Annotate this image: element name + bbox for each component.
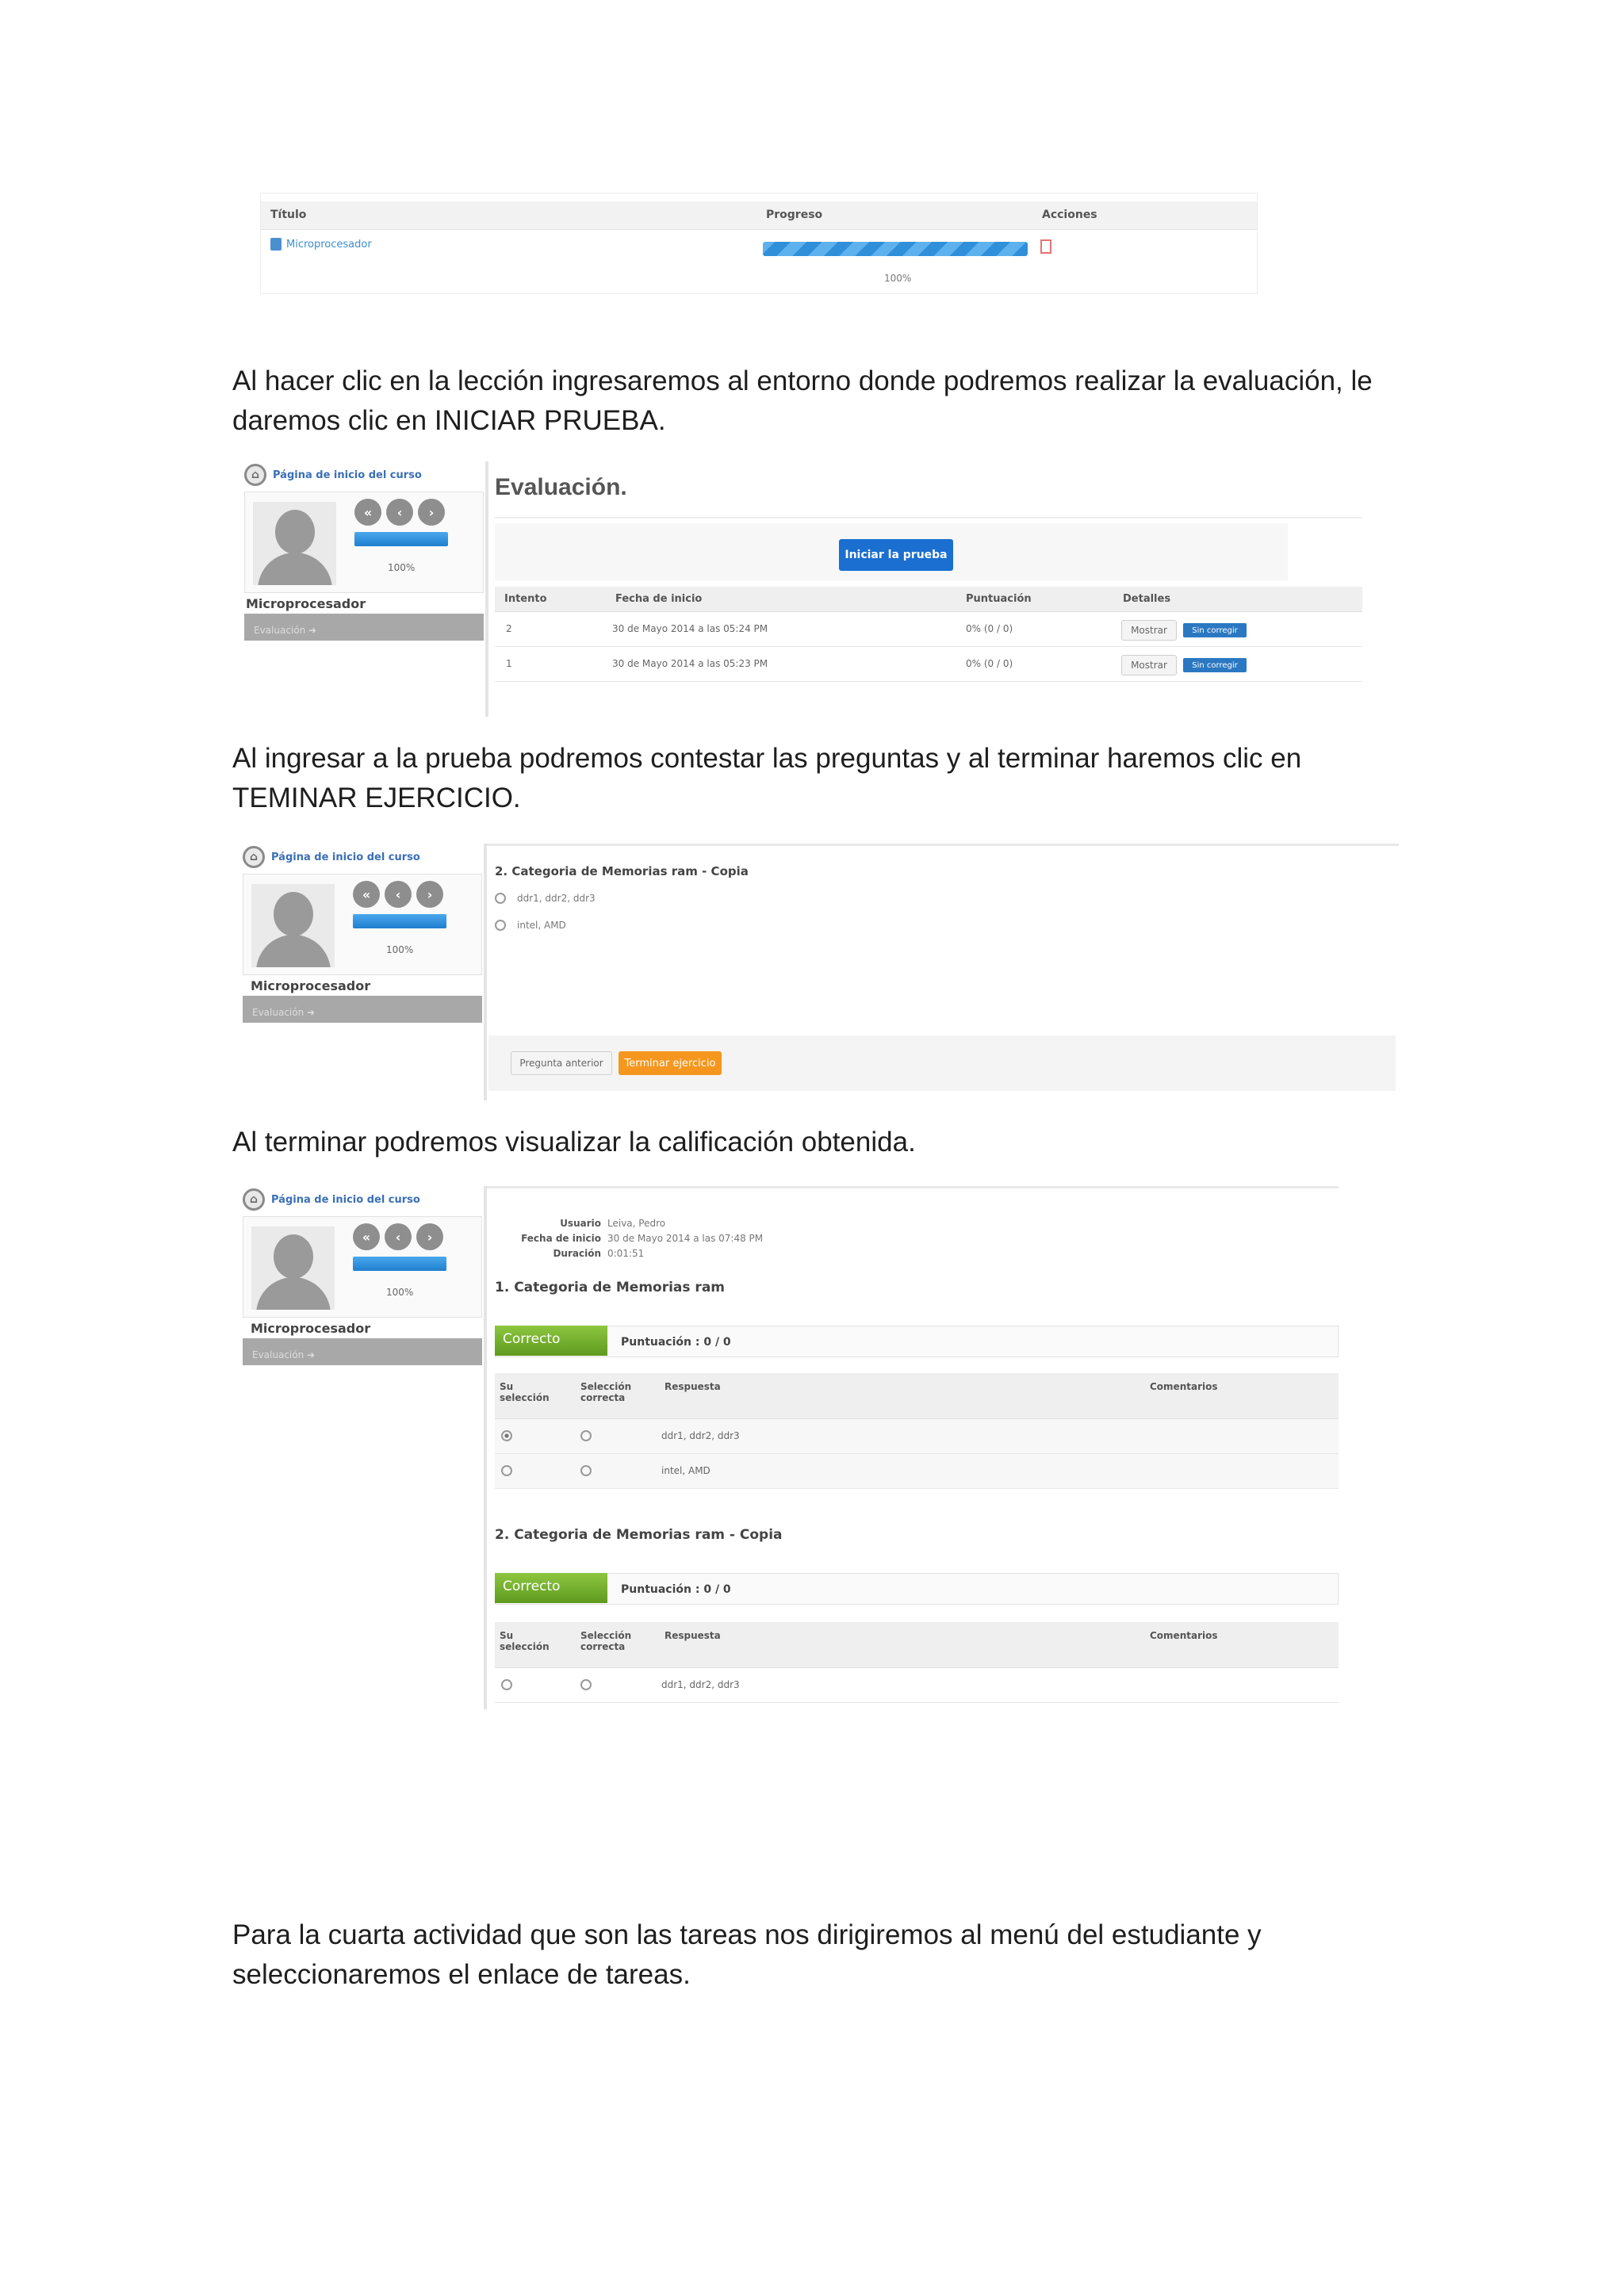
radio-button[interactable] — [495, 920, 506, 931]
status-badge: Sin corregir — [1183, 658, 1247, 672]
home-icon: ⌂ — [243, 1188, 265, 1211]
course-title: Microprocesador — [251, 1321, 371, 1336]
result-row: ddr1, ddr2, ddr3 — [495, 1668, 1339, 1703]
first-icon[interactable]: « — [353, 881, 380, 908]
selected-radio — [501, 1465, 512, 1476]
correct-badge: Correcto — [495, 1326, 607, 1356]
home-icon: ⌂ — [243, 846, 265, 868]
selected-radio — [501, 1430, 512, 1441]
results-screenshot — [236, 1186, 1339, 1709]
answer-option[interactable]: intel, AMD — [495, 920, 566, 931]
correct-radio — [580, 1679, 592, 1690]
course-title: Microprocesador — [246, 596, 366, 611]
profile-box — [244, 492, 484, 593]
mini-progress-bar — [353, 914, 446, 928]
pdf-icon[interactable] — [1040, 239, 1051, 254]
score-bar — [495, 1573, 1339, 1605]
sidebar-menu-item[interactable]: Evaluación ➜ — [243, 1338, 482, 1365]
home-link[interactable]: ⌂ Página de inicio del curso — [243, 1188, 420, 1211]
result-table-header: Su selección Selección correcta Respuesta Comentarios — [495, 1622, 1339, 1668]
first-icon[interactable]: « — [353, 1223, 380, 1250]
correct-badge: Correcto — [495, 1573, 607, 1603]
lesson-progress-bar — [763, 242, 1028, 256]
correct-radio — [580, 1465, 592, 1476]
sidebar-menu-item[interactable]: Evaluación ➜ — [244, 614, 484, 641]
nav-buttons — [353, 881, 443, 908]
course-sidebar — [243, 461, 485, 717]
home-link[interactable]: ⌂ Página de inicio del curso — [243, 845, 420, 869]
answer-option[interactable]: ddr1, ddr2, ddr3 — [495, 893, 596, 904]
progress-table-header — [261, 201, 1257, 230]
prev-icon[interactable]: ‹ — [385, 881, 412, 908]
instruction-paragraph-4: Para la cuarta actividad que son las tareas nos dirigiremos al menú del estudiante y seleccionaremos el enlace de tareas. — [232, 1919, 1262, 1990]
status-badge: Sin corregir — [1183, 623, 1247, 637]
instruction-paragraph-1: Al hacer clic en la lección ingresaremos al entorno donde podremos realizar la evaluación, le daremos clic en INICIAR PRUEBA. — [232, 365, 1373, 436]
correct-radio — [580, 1430, 592, 1441]
col-title: Título — [270, 209, 307, 221]
result-question-title: 2. Categoria de Memorias ram - Copia — [495, 1527, 783, 1543]
instruction-paragraph-3: Al terminar podremos visualizar la calificación obtenida. — [232, 1127, 916, 1158]
score-bar — [495, 1326, 1339, 1357]
course-title: Microprocesador — [251, 978, 371, 993]
first-icon[interactable]: « — [354, 499, 381, 526]
prev-icon[interactable]: ‹ — [385, 1223, 412, 1250]
next-icon[interactable]: › — [416, 881, 443, 908]
lesson-link[interactable]: Microprocesador — [286, 238, 372, 251]
evaluation-title: Evaluación. — [495, 474, 627, 500]
radio-button[interactable] — [495, 893, 506, 904]
mini-progress-percent: 100% — [388, 562, 416, 573]
avatar — [251, 1226, 335, 1310]
home-link[interactable]: ⌂ Página de inicio del curso — [244, 463, 422, 487]
profile-box — [243, 1216, 482, 1318]
attempt-info-values: Leiva, Pedro 30 de Mayo 2014 a las 07:48 PM 0:01:51 — [607, 1218, 764, 1259]
mini-progress-bar — [354, 532, 448, 546]
progress-percent: 100% — [884, 273, 912, 284]
lesson-row[interactable] — [270, 238, 372, 251]
nav-buttons — [353, 1223, 443, 1250]
attempt-row: 1 30 de Mayo 2014 a las 05:23 PM 0% (0 / 0) Mostrar Sin corregir — [495, 647, 1362, 682]
next-icon[interactable]: › — [416, 1223, 443, 1250]
next-icon[interactable]: › — [418, 499, 445, 526]
exercise-screenshot — [236, 844, 1399, 1100]
mini-progress-percent: 100% — [386, 1287, 414, 1298]
attempt-info-labels: Usuario Fecha de inicio Duración — [521, 1218, 601, 1259]
lesson-icon — [270, 238, 282, 251]
show-button[interactable]: Mostrar — [1121, 655, 1177, 675]
mini-progress-percent: 100% — [386, 944, 414, 955]
avatar — [251, 884, 335, 967]
previous-question-button[interactable]: Pregunta anterior — [511, 1051, 612, 1075]
col-actions: Acciones — [1042, 209, 1097, 221]
start-test-button[interactable]: Iniciar la prueba — [839, 539, 953, 571]
profile-box — [243, 874, 482, 975]
score-text: Puntuación : 0 / 0 — [621, 1336, 731, 1349]
show-button[interactable]: Mostrar — [1121, 620, 1177, 641]
instruction-paragraph-2: Al ingresar a la prueba podremos contestar las preguntas y al terminar haremos clic en TEMINAR EJERCICIO. — [232, 743, 1302, 813]
sidebar-menu-item[interactable]: Evaluación ➜ — [243, 996, 482, 1023]
result-row: intel, AMD — [495, 1454, 1339, 1489]
prev-icon[interactable]: ‹ — [386, 499, 413, 526]
selected-radio — [501, 1679, 512, 1690]
evaluation-screenshot — [243, 461, 1362, 717]
progress-table — [260, 193, 1258, 294]
mini-progress-bar — [353, 1257, 446, 1271]
result-row: ddr1, ddr2, ddr3 — [495, 1419, 1339, 1454]
result-table-header: Su selección Selección correcta Respuesta Comentarios — [495, 1373, 1339, 1419]
course-sidebar — [236, 1186, 479, 1709]
finish-exercise-button[interactable]: Terminar ejercicio — [619, 1051, 722, 1075]
question-title: 2. Categoria de Memorias ram - Copia — [495, 864, 749, 878]
attempt-row: 2 30 de Mayo 2014 a las 05:24 PM 0% (0 / 0) Mostrar Sin corregir — [495, 612, 1362, 647]
nav-buttons — [354, 499, 445, 526]
score-text: Puntuación : 0 / 0 — [621, 1583, 731, 1596]
course-sidebar — [236, 844, 479, 1100]
home-icon: ⌂ — [244, 464, 266, 486]
col-progress: Progreso — [766, 209, 823, 221]
avatar — [253, 502, 336, 585]
attempts-header: Intento Fecha de inicio Puntuación Detalles — [495, 587, 1362, 612]
result-question-title: 1. Categoria de Memorias ram — [495, 1280, 726, 1295]
